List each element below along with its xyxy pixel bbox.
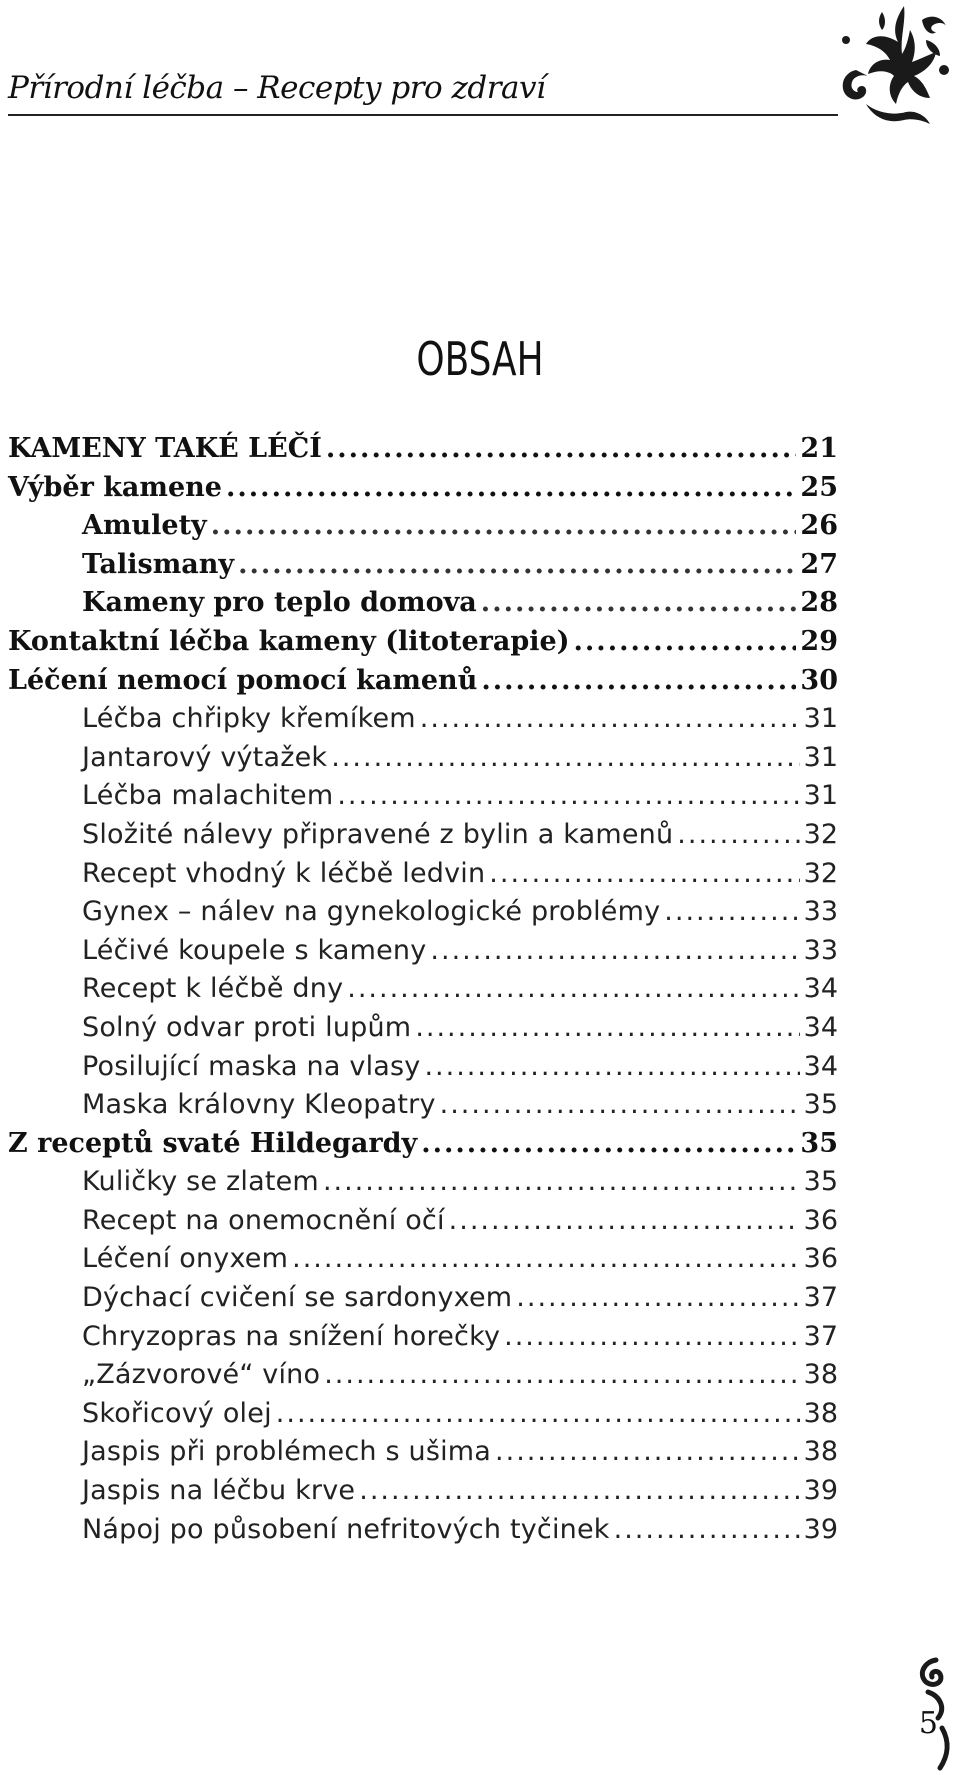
toc-entry bbox=[8, 1240, 838, 1279]
toc-dot-leader bbox=[574, 623, 797, 662]
toc-entry-page: 36 bbox=[803, 1243, 838, 1275]
toc-dot-leader bbox=[324, 1356, 799, 1395]
toc-entry bbox=[8, 1279, 838, 1318]
toc-entry bbox=[8, 1202, 838, 1241]
toc-entry-title: Recept na onemocnění očí bbox=[82, 1204, 445, 1236]
toc-entry-page: 31 bbox=[803, 741, 838, 773]
toc-entry bbox=[8, 546, 838, 585]
toc-entry-page: 37 bbox=[803, 1320, 838, 1352]
header-rule bbox=[8, 114, 838, 116]
toc-entry-title: Léčba chřipky křemíkem bbox=[82, 703, 416, 735]
toc-entry-title: Jaspis na léčbu krve bbox=[82, 1475, 356, 1507]
toc-entry-page: 27 bbox=[800, 548, 838, 580]
toc-entry-page: 34 bbox=[803, 973, 838, 1005]
toc-entry-title: Složité nálevy připravené z bylin a kamenů bbox=[82, 818, 674, 850]
toc-dot-leader bbox=[226, 469, 796, 508]
toc-dot-leader bbox=[489, 855, 799, 894]
toc-entry-page: 35 bbox=[803, 1089, 838, 1121]
toc-entry-title: Léčení onyxem bbox=[82, 1243, 289, 1275]
toc-entry-page: 26 bbox=[800, 510, 838, 542]
toc-entry-page: 31 bbox=[803, 780, 838, 812]
toc-entry bbox=[8, 855, 838, 894]
toc-entry bbox=[8, 469, 838, 508]
toc-entry bbox=[8, 700, 838, 739]
toc-heading: OBSAH bbox=[416, 332, 544, 386]
toc-entry-title: Jaspis při problémech s ušima bbox=[82, 1436, 492, 1468]
toc-dot-leader bbox=[481, 662, 796, 701]
toc-dot-leader bbox=[326, 430, 797, 469]
toc-dot-leader bbox=[516, 1279, 799, 1318]
table-of-contents bbox=[8, 430, 838, 1549]
toc-dot-leader bbox=[677, 816, 799, 855]
toc-entry-page: 38 bbox=[803, 1397, 838, 1429]
running-header-title: Přírodní léčba – Recepty pro zdraví bbox=[8, 70, 546, 106]
toc-entry-page: 34 bbox=[803, 1011, 838, 1043]
toc-entry bbox=[8, 1086, 838, 1125]
toc-entry-page: 21 bbox=[800, 433, 838, 464]
toc-entry bbox=[8, 932, 838, 971]
toc-dot-leader bbox=[430, 932, 799, 971]
toc-entry-title: Výběr kamene bbox=[8, 471, 222, 503]
toc-entry bbox=[8, 893, 838, 932]
toc-entry-title: Chryzopras na snížení horečky bbox=[82, 1320, 501, 1352]
toc-dot-leader bbox=[323, 1163, 800, 1202]
toc-dot-leader bbox=[211, 507, 797, 546]
toc-entry bbox=[8, 1125, 838, 1164]
toc-entry-page: 29 bbox=[800, 625, 838, 657]
toc-entry-title: Skořicový olej bbox=[82, 1397, 272, 1429]
toc-entry-title: Z receptů svaté Hildegardy bbox=[8, 1127, 418, 1159]
toc-dot-leader bbox=[337, 777, 799, 816]
toc-dot-leader bbox=[664, 893, 799, 932]
toc-entry bbox=[8, 739, 838, 778]
toc-entry-title: Jantarový výtažek bbox=[82, 741, 328, 773]
toc-entry-page: 32 bbox=[803, 818, 838, 850]
toc-entry-page: 39 bbox=[803, 1513, 838, 1545]
toc-entry-page: 38 bbox=[803, 1359, 838, 1391]
toc-entry-page: 35 bbox=[800, 1127, 838, 1159]
toc-entry bbox=[8, 1356, 838, 1395]
toc-entry-page: 33 bbox=[803, 934, 838, 966]
toc-entry bbox=[8, 1163, 838, 1202]
toc-dot-leader bbox=[449, 1202, 800, 1241]
toc-entry-page: 28 bbox=[800, 587, 838, 619]
toc-entry-title: Recept k léčbě dny bbox=[82, 973, 344, 1005]
toc-entry-title: Léčivé koupele s kameny bbox=[82, 934, 427, 966]
toc-entry-page: 35 bbox=[803, 1166, 838, 1198]
toc-entry bbox=[8, 777, 838, 816]
toc-entry-title: Léčení nemocí pomocí kamenů bbox=[8, 664, 478, 696]
toc-dot-leader bbox=[481, 584, 797, 623]
toc-entry-page: 37 bbox=[803, 1282, 838, 1314]
toc-entry-page: 32 bbox=[803, 857, 838, 889]
toc-entry bbox=[8, 1318, 838, 1357]
toc-entry-page: 25 bbox=[800, 471, 838, 503]
toc-entry bbox=[8, 1395, 838, 1434]
toc-dot-leader bbox=[495, 1433, 800, 1472]
toc-dot-leader bbox=[421, 1125, 796, 1164]
toc-dot-leader bbox=[420, 700, 800, 739]
toc-entry-page: 38 bbox=[803, 1436, 838, 1468]
toc-entry bbox=[8, 1009, 838, 1048]
toc-entry bbox=[8, 507, 838, 546]
toc-entry-title: Kuličky se zlatem bbox=[82, 1166, 319, 1198]
toc-dot-leader bbox=[415, 1009, 799, 1048]
toc-entry-title: Dýchací cvičení se sardonyxem bbox=[82, 1282, 513, 1314]
toc-entry-title: Recept vhodný k léčbě ledvin bbox=[82, 857, 486, 889]
toc-entry-title: Talismany bbox=[82, 548, 235, 580]
toc-entry-title: „Zázvorové“ víno bbox=[82, 1359, 321, 1391]
toc-entry bbox=[8, 584, 838, 623]
toc-dot-leader bbox=[276, 1395, 800, 1434]
toc-entry-page: 30 bbox=[800, 664, 838, 696]
toc-entry bbox=[8, 1048, 838, 1087]
toc-entry bbox=[8, 662, 838, 701]
toc-dot-leader bbox=[614, 1511, 800, 1550]
toc-entry-page: 31 bbox=[803, 703, 838, 735]
toc-dot-leader bbox=[504, 1318, 800, 1357]
toc-entry bbox=[8, 816, 838, 855]
toc-entry bbox=[8, 1472, 838, 1511]
toc-entry bbox=[8, 430, 838, 469]
toc-dot-leader bbox=[440, 1086, 800, 1125]
toc-dot-leader bbox=[347, 970, 799, 1009]
toc-entry-title: Gynex – nálev na gynekologické problémy bbox=[82, 896, 661, 928]
toc-entry-title: KAMENY TAKÉ LÉČÍ bbox=[8, 433, 322, 464]
toc-entry-title: Kameny pro teplo domova bbox=[82, 587, 477, 619]
toc-entry bbox=[8, 1433, 838, 1472]
toc-entry-title: Léčba malachitem bbox=[82, 780, 334, 812]
toc-entry-title: Amulety bbox=[82, 510, 207, 542]
toc-entry bbox=[8, 970, 838, 1009]
toc-entry-title: Solný odvar proti lupům bbox=[82, 1011, 412, 1043]
toc-dot-leader bbox=[359, 1472, 799, 1511]
toc-entry-page: 39 bbox=[803, 1475, 838, 1507]
toc-entry-title: Kontaktní léčba kameny (litoterapie) bbox=[8, 625, 570, 657]
toc-dot-leader bbox=[238, 546, 796, 585]
page-number: 5 bbox=[918, 1706, 938, 1741]
toc-dot-leader bbox=[424, 1048, 799, 1087]
toc-entry-page: 33 bbox=[803, 896, 838, 928]
toc-entry-title: Nápoj po působení nefritových tyčinek bbox=[82, 1513, 610, 1545]
toc-entry-page: 36 bbox=[803, 1204, 838, 1236]
toc-dot-leader bbox=[331, 739, 799, 778]
floral-ornament-icon bbox=[826, 0, 954, 128]
toc-entry bbox=[8, 623, 838, 662]
toc-entry bbox=[8, 1511, 838, 1550]
toc-entry-title: Posilující maska na vlasy bbox=[82, 1050, 421, 1082]
toc-entry-page: 34 bbox=[803, 1050, 838, 1082]
toc-entry-title: Maska královny Kleopatry bbox=[82, 1089, 436, 1121]
toc-dot-leader bbox=[292, 1240, 800, 1279]
